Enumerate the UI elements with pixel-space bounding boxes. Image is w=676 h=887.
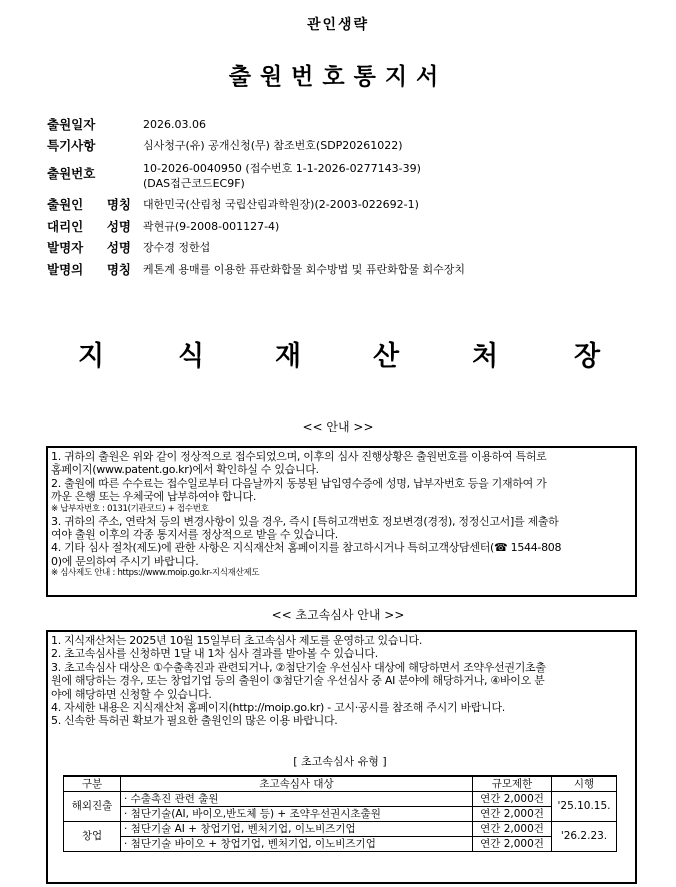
table-cell-date: '25.10.15. [552,792,617,822]
info-label: 발명의 명칭 [47,262,131,277]
info-value-das-code: (DAS접근코드EC9F) [143,177,245,190]
info-label: 출원번호 [47,166,96,181]
table-group-name: 해외진출 [64,792,121,822]
issuer-char: 장 [574,341,601,372]
info-value: 심사청구(유) 공개신청(무) 참조번호(SDP20261022) [143,139,403,152]
super-exam-line: 3. 초고속심사 대상은 ①수출촉진과 관련되거나, ②첨단기술 우선심사 대상에 해당하면서 조약우선권기초출 [51,660,546,674]
issuer-name [78,334,608,372]
super-exam-line: 5. 신속한 특허권 확보가 필요한 출원인의 많은 이용 바랍니다. [51,714,338,728]
notice-line: 4. 기타 심사 절차(제도)에 관한 사항은 지식재산처 홈페이지를 참고하시거나 특허고객상담센터(☎ 1544-808 [51,541,562,555]
issuer-char: 산 [373,341,400,372]
notice-line: 여야 출원 이후의 각종 통지서를 정상적으로 받을 수 있습니다. [51,528,338,542]
table-row [64,792,617,807]
table-cell-target: · 첨단기술 AI + 창업기업, 벤처기업, 이노비즈기업 [121,822,473,837]
document-title: 출원번호통지서 [228,64,448,90]
notice-note: ※ 납부자번호 : 0131(기관코드) + 접수번호 [51,503,209,514]
table-header: 구분 [64,776,121,792]
super-exam-line: 야에 해당하면 신청할 수 있습니다. [51,687,212,701]
info-value: 10-2026-0040950 (접수번호 1-1-2026-0277143-39) [143,162,421,175]
table-header-row [64,776,617,792]
table-cell-limit: 연간 2,000건 [473,837,552,852]
info-value: 대한민국(산림청 국립산림과학원장)(2-2003-022692-1) [143,198,419,211]
notice-line: 1. 귀하의 출원은 위와 같이 정상적으로 접수되었으며, 이후의 심사 진행상황은 출원번호를 이용하여 특허로 [51,450,547,463]
info-label: 출원일자 [47,117,96,132]
table-cell-target: · 첨단기술 바이오 + 창업기업, 벤처기업, 이노비즈기업 [121,837,473,852]
notice-heading: << 안내 >> [302,420,374,434]
super-exam-box [46,630,637,884]
notice-line: 까운 은행 또는 우체국에 납부하여야 합니다. [51,490,257,504]
super-exam-line: 2. 초고속심사를 신청하면 1달 내 1차 심사 결과를 받아볼 수 있습니다. [51,647,378,661]
notice-line: 0)에 문의하여 주시기 바랍니다. [51,554,199,568]
issuer-char: 지 [78,341,105,372]
table-header: 시행 [552,776,617,792]
table-header: 초고속심사 대상 [121,776,473,792]
info-label: 대리인 성명 [47,219,131,234]
table-cell-limit: 연간 2,000건 [473,822,552,837]
super-exam-line: 1. 지식재산처는 2025년 10월 15일부터 초고속심사 제도를 운영하고 있습니다. [51,634,423,647]
notice-line: 2. 출원에 따른 수수료는 접수일로부터 다음날까지 동봉된 납입영수증에 성명, 납부자번호 등을 기재하여 가 [51,476,547,490]
table-row [64,822,617,837]
table-header: 규모제한 [473,776,552,792]
issuer-char: 처 [472,341,499,372]
table-cell-date: '26.2.23. [552,822,617,852]
notice-note: ※ 심사제도 안내 : https://www.moip.go.kr-지식재산제도 [51,568,260,579]
seal-omitted-label: 관인생략 [306,17,370,33]
super-exam-table [63,775,617,852]
super-exam-line: 4. 자세한 내용은 지식재산처 홈페이지(http://moip.go.kr) - 고시·공시를 참조해 주시기 바랍니다. [51,701,505,715]
super-exam-heading: << 초고속심사 안내 >> [271,608,405,622]
table-row [64,807,617,822]
table-cell-target: · 수출촉진 관련 출원 [121,792,473,807]
issuer-char: 재 [275,341,302,372]
info-value: 장수경 정한섭 [143,241,211,254]
notice-box [46,446,637,597]
table-group-name: 창업 [64,822,121,852]
info-value: 케톤계 용매를 이용한 퓨란화합물 회수방법 및 퓨란화합물 회수장치 [143,263,466,276]
super-exam-line: 원에 해당하는 경우, 또는 창업기업 등의 출원이 ③첨단기술 우선심사 중 AI 분야에 해당하거나, ④바이오 분 [51,674,545,688]
notice-line: 3. 귀하의 주소, 연락처 등의 변경사항이 있을 경우, 즉시 [특허고객번호 정보변경(경정), 정정신고서]를 제출하 [51,514,559,528]
info-label: 출원인 명칭 [47,197,131,212]
table-title: [ 초고속심사 유형 ] [293,755,387,768]
table-row [64,837,617,852]
table-cell-limit: 연간 2,000건 [473,807,552,822]
notice-line: 홈페이지(www.patent.go.kr)에서 확인하실 수 있습니다. [51,463,319,477]
issuer-char: 식 [178,341,205,372]
info-label: 특기사항 [47,138,96,153]
table-cell-limit: 연간 2,000건 [473,792,552,807]
info-value: 2026.03.06 [143,118,206,131]
info-label: 발명자 성명 [47,240,131,255]
table-cell-target: · 첨단기술(AI, 바이오,반도체 등) + 조약우선권시초출원 [121,807,473,822]
info-value: 곽현규(9-2008-001127-4) [143,220,280,233]
